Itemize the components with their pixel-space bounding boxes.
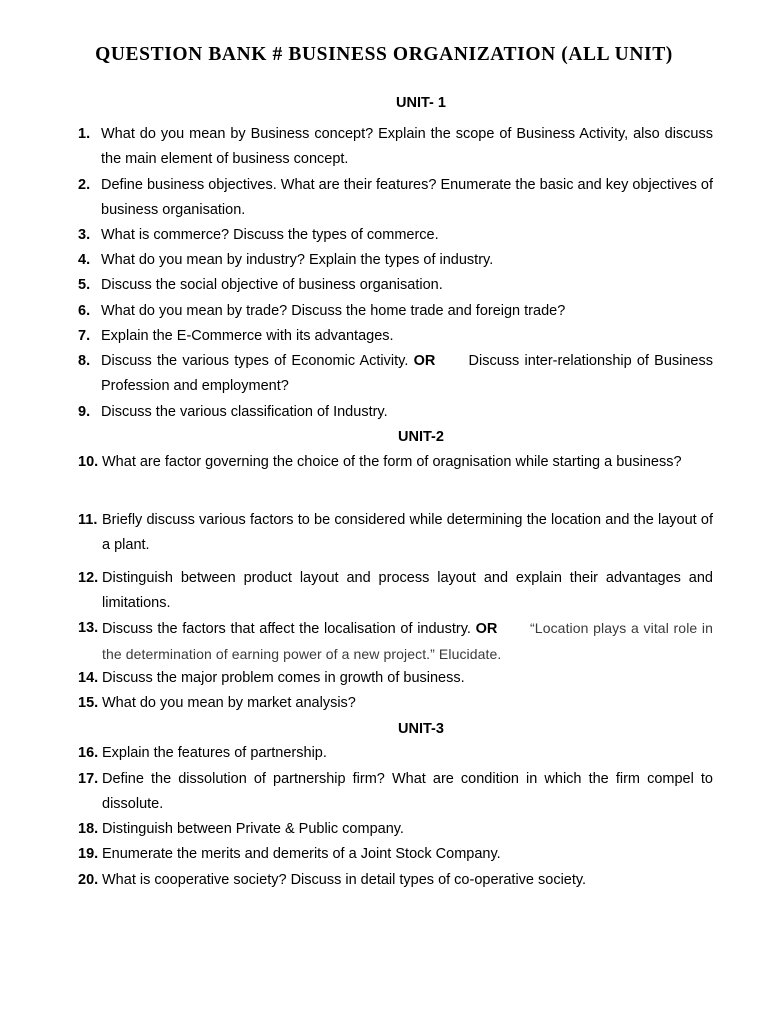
question-text: Discuss the major problem comes in growth of business. — [102, 670, 465, 686]
unit-2-heading: UNIT-2 — [398, 429, 444, 445]
question-text: Explain the E-Commerce with its advantages. — [101, 328, 394, 344]
question-number: 15. — [78, 695, 99, 711]
question-13 — [78, 616, 713, 668]
question-text: What do you mean by Business concept? Explain the scope of Business Activity, also discuss the main element of business concept. — [101, 126, 713, 167]
question-text: What is commerce? Discuss the types of commerce. — [101, 227, 439, 243]
unit-3-heading: UNIT-3 — [398, 721, 444, 737]
question-text-main: Discuss the various types of Economic Activity. — [101, 353, 409, 369]
question-9 — [78, 400, 713, 425]
question-15 — [78, 691, 713, 716]
question-text: Discuss the social objective of business organisation. — [101, 277, 443, 293]
question-number: 1. — [78, 126, 91, 142]
question-18 — [78, 817, 713, 842]
question-number: 8. — [78, 353, 91, 369]
or-label: OR — [413, 353, 436, 369]
question-6 — [78, 299, 713, 324]
question-text-alternative: Discuss inter-relationship of Business Profession and employment? — [101, 353, 713, 394]
question-text-alternative: “Location plays a vital role in the determination of earning power of a new project.” Elucidate. — [102, 620, 714, 662]
question-number: 19. — [78, 846, 99, 862]
question-text: What do you mean by trade? Discuss the home trade and foreign trade? — [101, 303, 566, 319]
question-20 — [78, 868, 713, 893]
question-number: 16. — [78, 745, 99, 761]
question-17 — [78, 767, 713, 817]
question-number: 3. — [78, 227, 91, 243]
question-number: 7. — [78, 328, 91, 344]
question-number: 10. — [78, 454, 99, 470]
or-label: OR — [475, 621, 498, 637]
question-8 — [78, 349, 713, 399]
question-text: Enumerate the merits and demerits of a Joint Stock Company. — [102, 846, 501, 862]
question-text — [102, 616, 713, 668]
question-11 — [78, 508, 713, 558]
question-text: Briefly discuss various factors to be considered while determining the location and the layout of a plant. — [102, 512, 713, 553]
question-3 — [78, 223, 713, 248]
question-text: What is cooperative society? Discuss in detail types of co-operative society. — [102, 872, 587, 888]
question-4 — [78, 248, 713, 273]
unit-1-heading: UNIT- 1 — [396, 95, 446, 111]
question-text: What do you mean by market analysis? — [102, 695, 356, 711]
question-19 — [78, 842, 713, 867]
question-2 — [78, 173, 713, 223]
question-text: Explain the features of partnership. — [102, 745, 327, 761]
question-12 — [78, 566, 713, 616]
question-number: 9. — [78, 404, 91, 420]
question-number: 6. — [78, 303, 91, 319]
question-text: Define the dissolution of partnership firm? What are condition in which the firm compel to dissolute. — [102, 771, 713, 812]
question-number: 11. — [78, 512, 98, 528]
question-text: What do you mean by industry? Explain the types of industry. — [101, 252, 494, 268]
question-text: What are factor governing the choice of the form of oragnisation while starting a business? — [102, 454, 682, 470]
question-text: Distinguish between product layout and process layout and explain their advantages and limitations. — [102, 570, 713, 611]
question-number: 18. — [78, 821, 99, 837]
question-text: Define business objectives. What are their features? Enumerate the basic and key objectives of business organisation. — [101, 177, 713, 218]
question-text: Distinguish between Private & Public company. — [102, 821, 404, 837]
question-number: 14. — [78, 670, 99, 686]
question-number: 17. — [78, 771, 99, 787]
question-text — [101, 349, 713, 399]
question-16 — [78, 741, 713, 766]
question-text: Discuss the various classification of Industry. — [101, 404, 388, 420]
question-10 — [78, 450, 713, 475]
question-number: 20. — [78, 872, 99, 888]
question-5 — [78, 273, 713, 298]
question-number: 13. — [78, 620, 99, 636]
page-title: QUESTION BANK # BUSINESS ORGANIZATION (ALL UNIT) — [95, 44, 673, 65]
question-text-main: Discuss the factors that affect the localisation of industry. — [102, 621, 471, 637]
question-7 — [78, 324, 713, 349]
question-number: 12. — [78, 570, 99, 586]
question-14 — [78, 666, 713, 691]
question-number: 4. — [78, 252, 91, 268]
question-number: 5. — [78, 277, 91, 293]
question-1 — [78, 122, 713, 172]
question-number: 2. — [78, 177, 91, 193]
